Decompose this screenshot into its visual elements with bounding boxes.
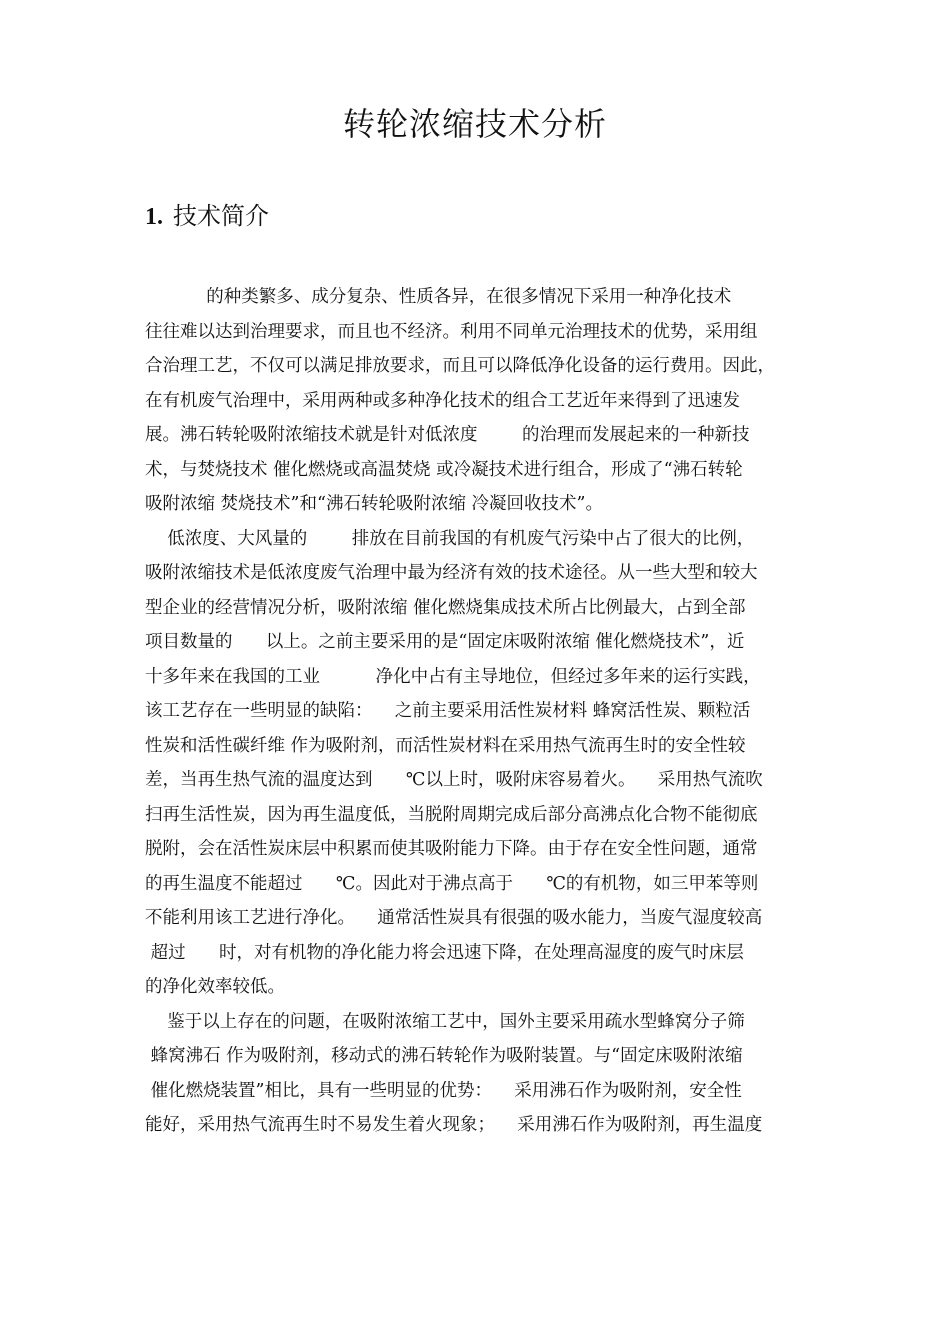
text-line: 往往难以达到治理要求，而且也不经济。利用不同单元治理技术的优势，采用组	[145, 321, 758, 342]
text-line: 合治理工艺，不仅可以满足排放要求，而且可以降低净化设备的运行费用。因此，	[145, 356, 775, 376]
section-number: 1.	[145, 204, 163, 230]
text-line: 蜂窝沸石 作为吸附剂，移动式的沸石转轮作为吸附装置。与“固定床吸附浓缩	[145, 1046, 743, 1066]
text-line: 型企业的经营情况分析，吸附浓缩 催化燃烧集成技术所占比例最大，占到全部	[145, 597, 746, 618]
text-line: 术，与焚烧技术 催化燃烧或高温焚烧 或冷凝技术进行组合，形成了“沸石转轮	[145, 459, 743, 480]
text-line: 该工艺存在一些明显的缺陷： 之前主要采用活性炭材料 蜂窝活性炭、颗粒活	[145, 701, 751, 721]
text-line: 性炭和活性碳纤维 作为吸附剂，而活性炭材料在采用热气流再生时的安全性较	[145, 735, 746, 756]
text-line: 吸附浓缩 焚烧技术”和“沸石转轮吸附浓缩 冷凝回收技术”。	[145, 494, 603, 514]
text-line: 展。沸石转轮吸附浓缩技术就是针对低浓度 的治理而发展起来的一种新技	[145, 425, 750, 445]
text-line: 的种类繁多、成分复杂、性质各异，在很多情况下采用一种净化技术	[145, 287, 732, 307]
page-title: 转轮浓缩技术分析	[342, 105, 607, 143]
text-line: 不能利用该工艺进行净化。 通常活性炭具有很强的吸水能力，当废气湿度较高	[145, 908, 763, 928]
text-line: 超过 时，对有机物的净化能力将会迅速下降，在处理高湿度的废气时床层	[145, 942, 744, 963]
text-line: 能好，采用热气流再生时不易发生着火现象； 采用沸石作为吸附剂，再生温度	[145, 1115, 763, 1135]
text-line: 催化燃烧装置”相比，具有一些明显的优势： 采用沸石作为吸附剂，安全性	[145, 1080, 742, 1101]
text-line: 项目数量的 以上。之前主要采用的是“固定床吸附浓缩 催化燃烧技术”，近	[145, 632, 745, 652]
text-line: 十多年来在我国的工业 净化中占有主导地位，但经过多年来的运行实践，	[145, 666, 761, 687]
text-line: 低浓度、大风量的 排放在目前我国的有机废气污染中占了很大的比例，	[145, 528, 755, 549]
text-line: 鉴于以上存在的问题，在吸附浓缩工艺中，国外主要采用疏水型蜂窝分子筛	[145, 1011, 745, 1032]
section-heading	[145, 196, 269, 237]
text-line: 的再生温度不能超过 ℃。因此对于沸点高于 ℃的有机物，如三甲苯等则	[145, 873, 759, 894]
text-line: 的净化效率较低。	[145, 977, 285, 997]
text-line: 在有机废气治理中，采用两种或多种净化技术的组合工艺近年来得到了迅速发	[145, 390, 740, 411]
text-line: 吸附浓缩技术是低浓度废气治理中最为经济有效的技术途径。从一些大型和较大	[145, 563, 758, 583]
text-line: 差，当再生热气流的温度达到 ℃以上时，吸附床容易着火。 采用热气流吹	[145, 770, 763, 790]
section-title: 技术简介	[173, 202, 269, 230]
text-line: 脱附，会在活性炭床层中积累而使其吸附能力下降。由于存在安全性问题，通常	[145, 839, 758, 859]
text-line: 扫再生活性炭，因为再生温度低，当脱附周期完成后部分高沸点化合物不能彻底	[145, 804, 758, 825]
